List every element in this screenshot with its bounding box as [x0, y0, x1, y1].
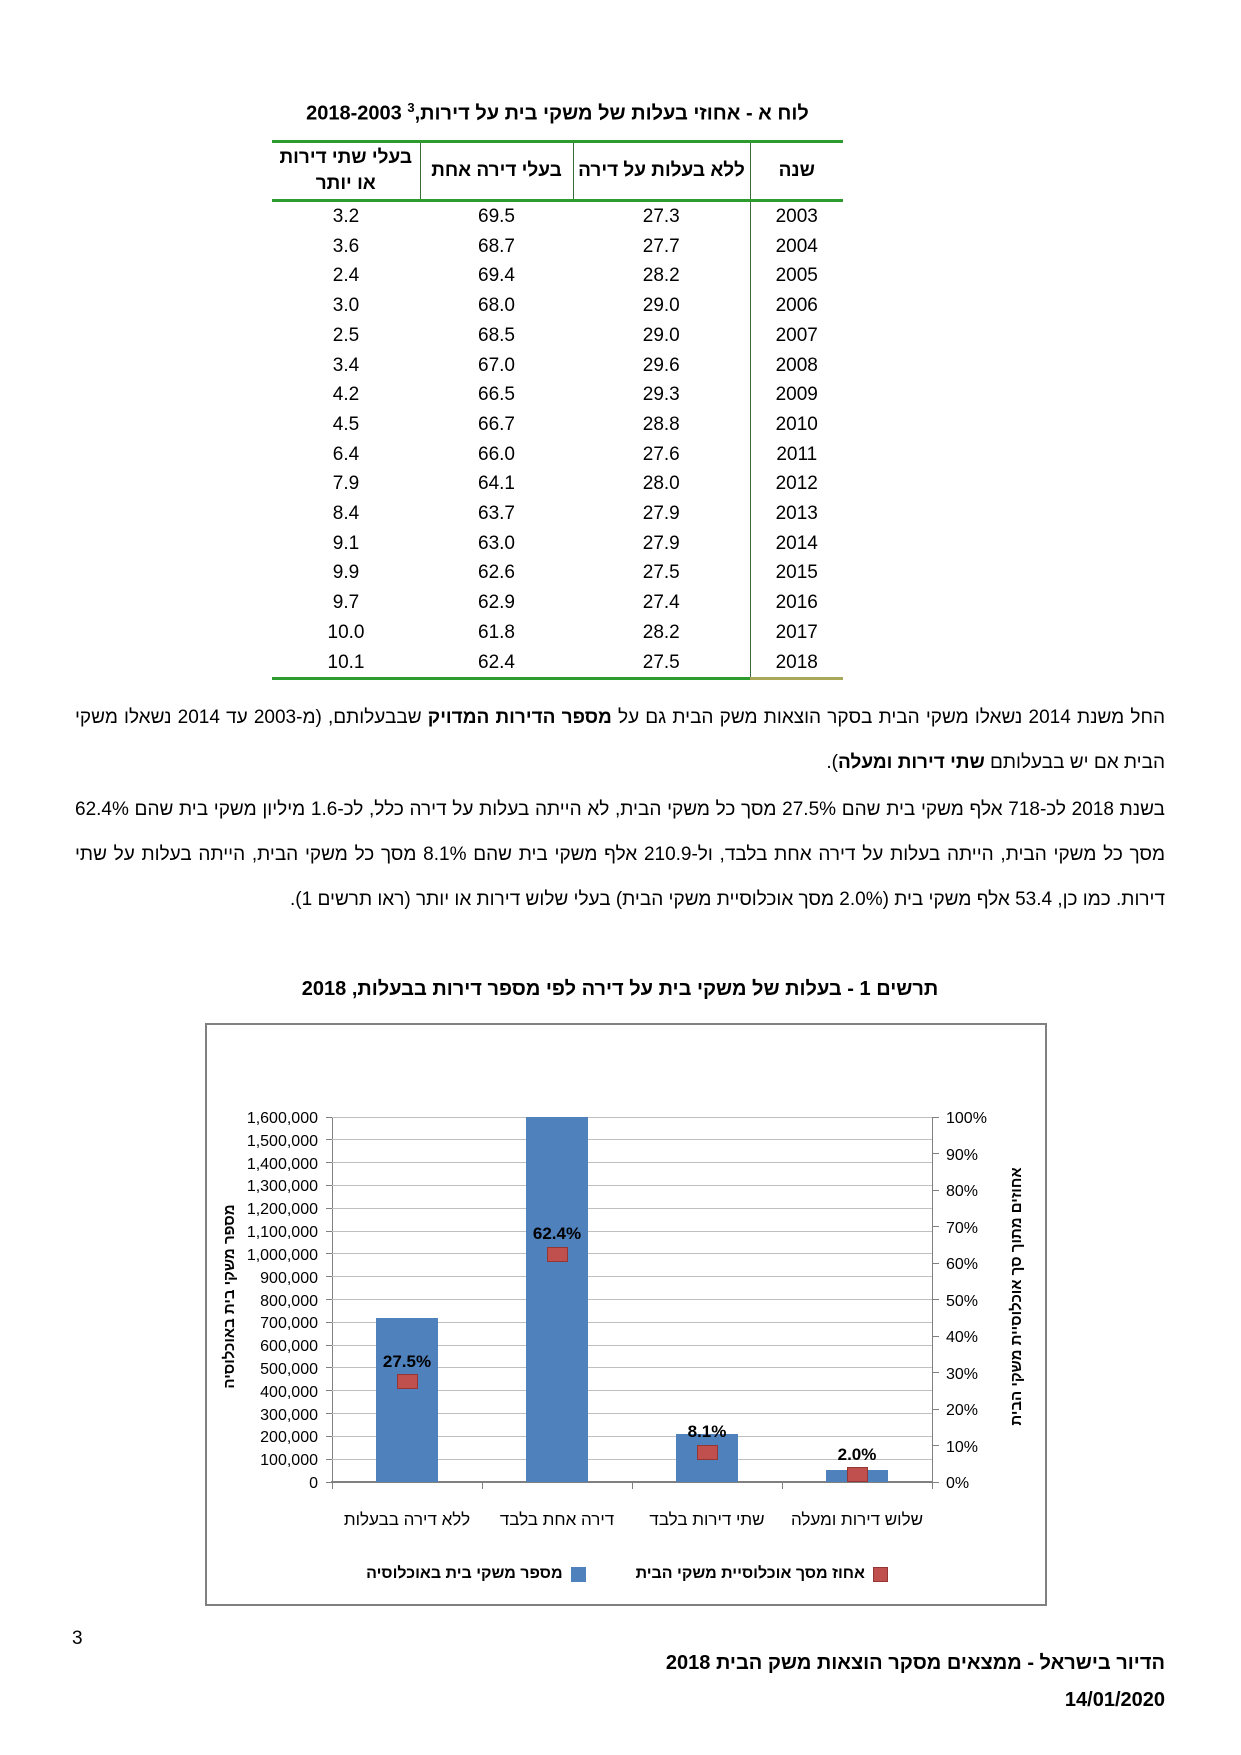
left-axis-tick-label: 800,000: [260, 1292, 318, 1310]
table-cell: 29.0: [642, 324, 680, 346]
table-cell: 63.7: [478, 503, 515, 525]
right-axis-tick-label: 80%: [946, 1183, 979, 1200]
right-axis-tick-label: 20%: [946, 1402, 979, 1419]
right-axis-tick-label: 60%: [946, 1256, 979, 1273]
page-number: 3: [72, 1628, 83, 1649]
table-cell: 66.7: [478, 413, 515, 435]
table-cell: 28.2: [642, 265, 680, 287]
legend-entry: [636, 1565, 888, 1583]
chart-legend: [317, 1565, 937, 1583]
ownership-table: [272, 140, 843, 680]
table-cell: 28.2: [642, 621, 680, 643]
table-cell: 2005: [750, 261, 843, 291]
table-cell: 3.4: [332, 354, 360, 376]
paragraph-text: שבבעלותם, (מ-2003 עד 2014 נשאלו משקי הבית אם יש בבעלותם: [75, 707, 1165, 773]
category-label: שתי דירות בלבד: [649, 1510, 765, 1529]
left-axis-tick-label: 600,000: [260, 1338, 318, 1356]
left-axis-tick: [326, 1276, 332, 1277]
table-cell: 27.9: [642, 503, 680, 525]
table-cell: 27.7: [642, 235, 680, 257]
chart: [205, 1023, 1047, 1606]
right-axis-tick: [933, 1190, 939, 1191]
paragraph-bold-text: מספר הדירות המדויק: [427, 707, 612, 728]
percent-data-point-marker: [697, 1445, 718, 1460]
table-cell: 2012: [750, 469, 843, 499]
table-row: [272, 558, 843, 588]
table-row: [272, 321, 843, 351]
household-count-bar: [376, 1318, 438, 1482]
category-label: שלוש דירות ומעלה: [790, 1510, 924, 1529]
table-cell: 3.6: [332, 235, 360, 257]
table-cell: 66.0: [478, 443, 515, 465]
table-row: [272, 232, 843, 262]
gridline: [332, 1299, 932, 1300]
right-axis-tick: [933, 1372, 939, 1373]
left-axis-tick: [326, 1253, 332, 1254]
left-axis-tick: [326, 1390, 332, 1391]
right-axis-tick-label: 0%: [946, 1475, 970, 1492]
table-cell: 10.1: [272, 648, 420, 679]
table-cell: 2011: [750, 440, 843, 470]
left-axis-title: מספר משקי בית באוכלוסיה: [221, 1204, 238, 1389]
table-row: [272, 351, 843, 381]
table-cell: 2013: [750, 499, 843, 529]
left-axis-tick-label: 200,000: [260, 1429, 318, 1447]
table-row: [272, 648, 843, 679]
paragraph-bold-text: שתי דירות ומעלה: [838, 752, 985, 773]
legend-label: מספר משקי בית באוכלוסיה: [366, 1565, 563, 1582]
table-cell: 62.6: [478, 562, 515, 584]
table-cell: 2009: [750, 380, 843, 410]
table-cell: 8.4: [332, 503, 360, 525]
table-cell: 7.9: [332, 473, 360, 495]
left-axis-tick-label: 1,000,000: [246, 1246, 318, 1264]
left-axis-tick-label: 1,300,000: [246, 1178, 318, 1196]
table-cell: 29.0: [642, 295, 680, 317]
x-axis-tick: [782, 1482, 783, 1489]
table-cell: 2017: [750, 618, 843, 648]
paragraph-text: ).: [826, 752, 838, 773]
left-axis-tick: [326, 1231, 332, 1232]
table-cell: 4.2: [332, 384, 360, 406]
table-cell: 2006: [750, 291, 843, 321]
left-axis-tick-label: 500,000: [260, 1360, 318, 1378]
col-header-two-plus-apartments: בעלי שתי דירות או יותר: [272, 142, 420, 201]
left-axis-tick-label: 700,000: [260, 1315, 318, 1333]
table-cell: 6.4: [332, 443, 360, 465]
table-cell: 27.4: [642, 592, 680, 614]
table-cell: 2.5: [332, 324, 360, 346]
chart-plot-area: [246, 1110, 987, 1529]
percent-data-point-marker: [847, 1467, 868, 1482]
paragraph-survey-note: [75, 695, 1165, 785]
left-axis-tick: [326, 1436, 332, 1437]
table-title-years: 2018-2003: [306, 102, 402, 125]
gridline: [332, 1208, 932, 1209]
left-axis-tick: [326, 1413, 332, 1414]
left-axis-tick-label: 1,100,000: [246, 1224, 318, 1242]
left-axis-tick-label: 1,400,000: [246, 1155, 318, 1173]
right-axis-tick-label: 70%: [946, 1219, 979, 1237]
table-cell: 27.9: [642, 532, 680, 554]
table-row: [272, 529, 843, 559]
legend-label: אחוז מסך אוכלוסיית משקי הבית: [635, 1565, 865, 1582]
table-cell: 4.5: [332, 413, 360, 435]
right-axis-tick-label: 100%: [946, 1110, 987, 1127]
percent-data-label: 62.4%: [532, 1224, 582, 1244]
table-row: [272, 469, 843, 499]
table-cell: 66.5: [478, 384, 515, 406]
right-axis-tick-label: 10%: [946, 1438, 979, 1456]
left-axis-tick: [326, 1459, 332, 1460]
right-axis-title: אחוזים מתוך סך אוכלוסיית משקי הבית: [1008, 1167, 1025, 1426]
footer-report-title: הדיור בישראל - ממצאים מסקר הוצאות משק הבית 2018: [665, 1652, 1165, 1674]
left-axis-tick: [326, 1299, 332, 1300]
table-cell: 67.0: [478, 354, 515, 376]
col-header-year: שנה: [750, 142, 843, 201]
left-axis-tick-label: 900,000: [260, 1269, 318, 1287]
table-row: [272, 588, 843, 618]
table-cell: 2015: [750, 558, 843, 588]
right-axis-tick-label: 90%: [946, 1146, 979, 1164]
table-cell: 2003: [750, 201, 843, 232]
right-axis-tick-label: 50%: [946, 1292, 979, 1310]
left-axis-tick: [326, 1185, 332, 1186]
paragraph-2018-figures: בשנת 2018 לכ-718 אלף משקי בית שהם 27.5% מסך כל משקי הבית, לא הייתה בעלות על דירה כלל, לכ-1.6 מיליון משקי בית שהם 62.4% מסך כל משקי הבית, הייתה בעלות על דירה אחת בלבד, ול-210.9 אלף משקי בית שהם 8.1% מסך כל משקי הבית, הייתה בעלות על שתי דירות. כמו כן, 53.4 אלף משקי בית (2.0% מסך אוכלוסיית משקי הבית) בעלי שלוש דירות או יותר (ראו תרשים 1).: [75, 799, 1166, 910]
table-cell: 2016: [750, 588, 843, 618]
gridline: [332, 1253, 932, 1254]
percent-data-label: 27.5%: [382, 1351, 432, 1371]
left-axis-tick: [326, 1162, 332, 1163]
left-axis-tick: [326, 1208, 332, 1209]
table-cell: 27.3: [642, 206, 680, 227]
right-axis-tick: [933, 1299, 939, 1300]
gridline: [332, 1231, 932, 1232]
table-cell: 2014: [750, 529, 843, 559]
right-axis-tick: [933, 1482, 939, 1483]
table-cell: 62.9: [478, 592, 515, 614]
table-cell: 3.0: [332, 295, 360, 317]
percent-data-point-marker: [547, 1247, 568, 1262]
category-label: דירה אחת בלבד: [499, 1510, 615, 1529]
right-axis-tick: [933, 1153, 939, 1154]
left-axis-tick-label: 0: [309, 1475, 318, 1492]
table-header-row: [272, 142, 843, 201]
table-row: [272, 499, 843, 529]
gridline: [332, 1185, 932, 1186]
left-axis-tick-label: 1,500,000: [246, 1132, 318, 1150]
right-axis-tick: [933, 1336, 939, 1337]
left-axis-tick: [326, 1345, 332, 1346]
left-axis-tick-label: 300,000: [260, 1406, 318, 1424]
legend-entry: [366, 1565, 585, 1583]
table-row: [272, 291, 843, 321]
percent-data-label: 2.0%: [837, 1444, 877, 1464]
category-label: ללא דירה בבעלות: [343, 1510, 471, 1529]
right-axis-tick-label: 40%: [946, 1329, 979, 1346]
left-axis-tick-label: 100,000: [260, 1452, 318, 1470]
gridline: [332, 1117, 932, 1118]
chart-title: תרשים 1 - בעלות של משקי בית על דירה לפי מספר דירות בבעלות, 2018: [301, 978, 939, 1000]
left-axis-tick-label: 1,200,000: [246, 1201, 318, 1219]
table-row: [272, 618, 843, 648]
gridline: [332, 1162, 932, 1163]
table-cell: 63.0: [478, 532, 515, 554]
legend-marker-icon: [571, 1567, 586, 1582]
table-cell: 3.2: [332, 206, 360, 227]
left-axis-tick-label: 1,600,000: [246, 1110, 318, 1127]
table-cell: 28.8: [642, 413, 680, 435]
table-cell: 27.5: [573, 648, 750, 679]
table-cell: 2.4: [332, 265, 360, 287]
table-cell: 10.0: [327, 621, 365, 643]
percent-data-label: 8.1%: [687, 1422, 727, 1442]
right-axis-tick: [933, 1117, 939, 1118]
page-footer: [666, 1645, 1165, 1719]
table-cell: 28.0: [642, 473, 680, 495]
table-title: [260, 100, 855, 126]
table-cell: 61.8: [478, 621, 515, 643]
table-cell: 69.5: [478, 206, 515, 227]
table-cell: 29.6: [642, 354, 680, 376]
table-cell: 2018: [750, 648, 843, 679]
right-axis-tick: [933, 1409, 939, 1410]
right-axis-tick: [933, 1263, 939, 1264]
table-cell: 27.6: [642, 443, 680, 465]
legend-marker-icon: [873, 1567, 888, 1582]
x-axis-tick: [332, 1482, 333, 1489]
table-row: [272, 261, 843, 291]
table-cell: 68.7: [478, 235, 515, 257]
left-axis-tick-label: 400,000: [260, 1383, 318, 1401]
table-cell: 2008: [750, 351, 843, 381]
x-axis-tick: [632, 1482, 633, 1489]
table-row: [272, 440, 843, 470]
table-cell: 2010: [750, 410, 843, 440]
table-cell: 9.9: [332, 562, 360, 584]
col-header-no-ownership: ללא בעלות על דירה: [573, 142, 750, 201]
table-row: [272, 201, 843, 232]
right-axis-tick: [933, 1226, 939, 1227]
table-row: [272, 380, 843, 410]
gridline: [332, 1139, 932, 1140]
table-cell: 9.7: [332, 592, 360, 614]
left-axis-tick: [326, 1117, 332, 1118]
table-cell: 29.3: [642, 384, 680, 406]
table-cell: 9.1: [332, 532, 360, 554]
ownership-table-body: [272, 201, 843, 679]
percent-data-point-marker: [397, 1374, 418, 1389]
table-title-text: לוח א - אחוזי בעלות של משקי בית על דירות,: [414, 102, 809, 125]
table-row: [272, 410, 843, 440]
paragraph-text: החל משנת 2014 נשאלו משקי הבית בסקר הוצאות משק הבית גם על: [611, 707, 1165, 728]
household-count-bar: [526, 1117, 588, 1482]
right-axis-tick: [933, 1445, 939, 1446]
footnote-marker: 3: [407, 100, 415, 115]
table-cell: 69.4: [478, 265, 515, 287]
table-cell: 68.5: [478, 324, 515, 346]
footer-date: 14/01/2020: [1064, 1689, 1165, 1711]
table-cell: 64.1: [478, 473, 515, 495]
left-axis-tick: [326, 1367, 332, 1368]
gridline: [332, 1276, 932, 1277]
col-header-one-apartment: בעלי דירה אחת: [420, 142, 573, 201]
table-cell: 27.5: [642, 562, 680, 584]
left-axis-tick: [326, 1139, 332, 1140]
right-axis-tick-label: 30%: [946, 1365, 979, 1383]
x-axis-tick: [932, 1482, 933, 1489]
table-cell: 68.0: [478, 295, 515, 317]
x-axis-tick: [482, 1482, 483, 1489]
left-axis-tick: [326, 1322, 332, 1323]
table-cell: 2007: [750, 321, 843, 351]
table-cell: 2004: [750, 232, 843, 262]
table-cell: 62.4: [420, 648, 573, 679]
